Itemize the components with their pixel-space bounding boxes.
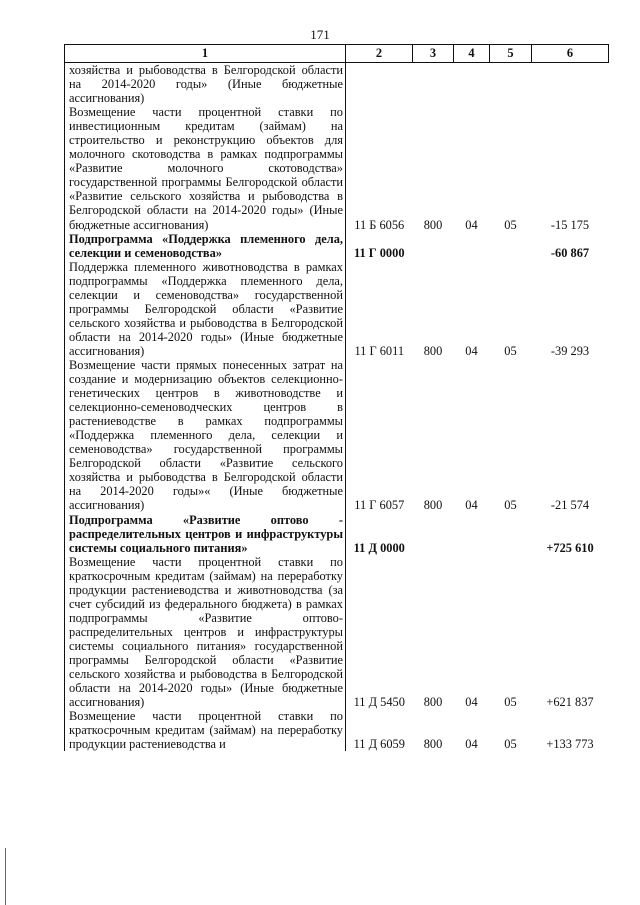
row-code: 11 Д 5450 [353, 695, 405, 710]
row-subsection: 05 [504, 695, 517, 710]
row-expense-type [413, 232, 454, 260]
row-description: Возмещение части процентной ставки по краткосрочным кредитам (займам) на переработку продукции растениеводства и животноводства (за счет субсидий из федерального бюджета) в рамках подпрограммы «Развитие оптово-распределительных центров и инфраструктуры системы социального питания» государственной программы Белгородской области «Развитие сельского хозяйства и рыбоводства в Белгородской области на 2014-2020 годы» (Иные бюджетные ассигнования) [65, 555, 346, 710]
header-row [65, 45, 609, 63]
row-section: 04 [465, 695, 478, 710]
budget-table [64, 44, 609, 751]
row-section: 04 [465, 498, 478, 513]
row-section: 04 [465, 217, 478, 232]
row-expense-type: 800 [423, 737, 443, 752]
row-section [454, 513, 490, 555]
table-row [65, 709, 609, 751]
row-expense-type: 800 [423, 343, 443, 358]
row-subsection [490, 513, 532, 555]
row-expense-type: 800 [423, 695, 443, 710]
row-expense-type: 800 [423, 217, 443, 232]
row-code: 11 Г 0000 [353, 245, 405, 260]
row-code: 11 Б 6056 [354, 217, 405, 232]
row-expense-type [413, 63, 454, 106]
table-row [65, 63, 609, 106]
table-row [65, 105, 609, 231]
row-amount: -39 293 [550, 343, 590, 358]
row-subsection [490, 232, 532, 260]
row-amount: -15 175 [550, 217, 590, 232]
row-amount [532, 63, 609, 106]
row-subsection: 05 [504, 343, 517, 358]
table-row [65, 513, 609, 555]
row-section [454, 63, 490, 106]
margin-rule [5, 848, 6, 905]
row-code: 11 Г 6011 [354, 343, 405, 358]
header-col-5: 5 [490, 45, 532, 63]
header-col-6: 6 [532, 45, 609, 63]
row-expense-type: 800 [423, 498, 443, 513]
row-expense-type [413, 513, 454, 555]
row-amount: -21 574 [550, 498, 590, 513]
row-description: Поддержка племенного животноводства в рамках подпрограммы «Поддержка племенного дела, селекции и семеноводства» государственной программы Белгородской области «Развитие сельского хозяйства и рыбоводства в Белгородской области на 2014-2020 годы» (Иные бюджетные ассигнования) [65, 260, 346, 358]
table-row [65, 232, 609, 260]
row-amount: +133 773 [546, 737, 594, 752]
row-description: Возмещение части процентной ставки по краткосрочным кредитам (займам) на переработку продукции растениеводства и [65, 709, 346, 751]
row-amount: +725 610 [546, 540, 594, 555]
row-subsection [490, 63, 532, 106]
row-subsection: 05 [504, 217, 517, 232]
table-row [65, 260, 609, 358]
row-subsection: 05 [504, 737, 517, 752]
header-col-4: 4 [454, 45, 490, 63]
row-description: Подпрограмма «Поддержка племенного дела, селекции и семеноводства» [65, 232, 346, 260]
header-col-2: 2 [346, 45, 413, 63]
header-col-3: 3 [413, 45, 454, 63]
row-code: 11 Д 6059 [353, 737, 405, 752]
row-section: 04 [465, 343, 478, 358]
table-body [65, 63, 609, 752]
row-section [454, 232, 490, 260]
table-row [65, 555, 609, 710]
row-section: 04 [465, 737, 478, 752]
row-description: Возмещение части процентной ставки по инвестиционным кредитам (займам) на строительство и реконструкцию объектов для молочного скотоводства в рамках подпрограммы «Развитие молочного скотоводства» государственной программы Белгородской области «Развитие сельского хозяйства и рыбоводства в Белгородской области на 2014-2020 годы» (Иные бюджетные ассигнования) [65, 105, 346, 231]
table-row [65, 358, 609, 513]
page-number: 171 [310, 27, 330, 42]
row-subsection: 05 [504, 498, 517, 513]
row-code: 11 Д 0000 [353, 540, 405, 555]
row-description: Подпрограмма «Развитие оптово - распределительных центров и инфраструктуры системы социального питания» [65, 513, 346, 555]
row-amount: -60 867 [550, 245, 590, 260]
row-description: Возмещение части прямых понесенных затрат на создание и модернизацию объектов селекционно-генетических центров в животноводстве и селекционно-семеноводческих центров в растениеводстве в рамках подпрограммы «Поддержка племенного дела, селекции и семеноводства» государственной программы Белгородской области «Развитие сельского хозяйства и рыбоводства в Белгородской области на 2014-2020 годы»« (Иные бюджетные ассигнования) [65, 358, 346, 513]
row-amount: +621 837 [546, 695, 594, 710]
row-code: 11 Г 6057 [354, 498, 405, 513]
row-code [346, 63, 413, 106]
header-col-1: 1 [65, 45, 346, 63]
row-description: хозяйства и рыбоводства в Белгородской области на 2014-2020 годы» (Иные бюджетные ассигнования) [65, 63, 346, 106]
